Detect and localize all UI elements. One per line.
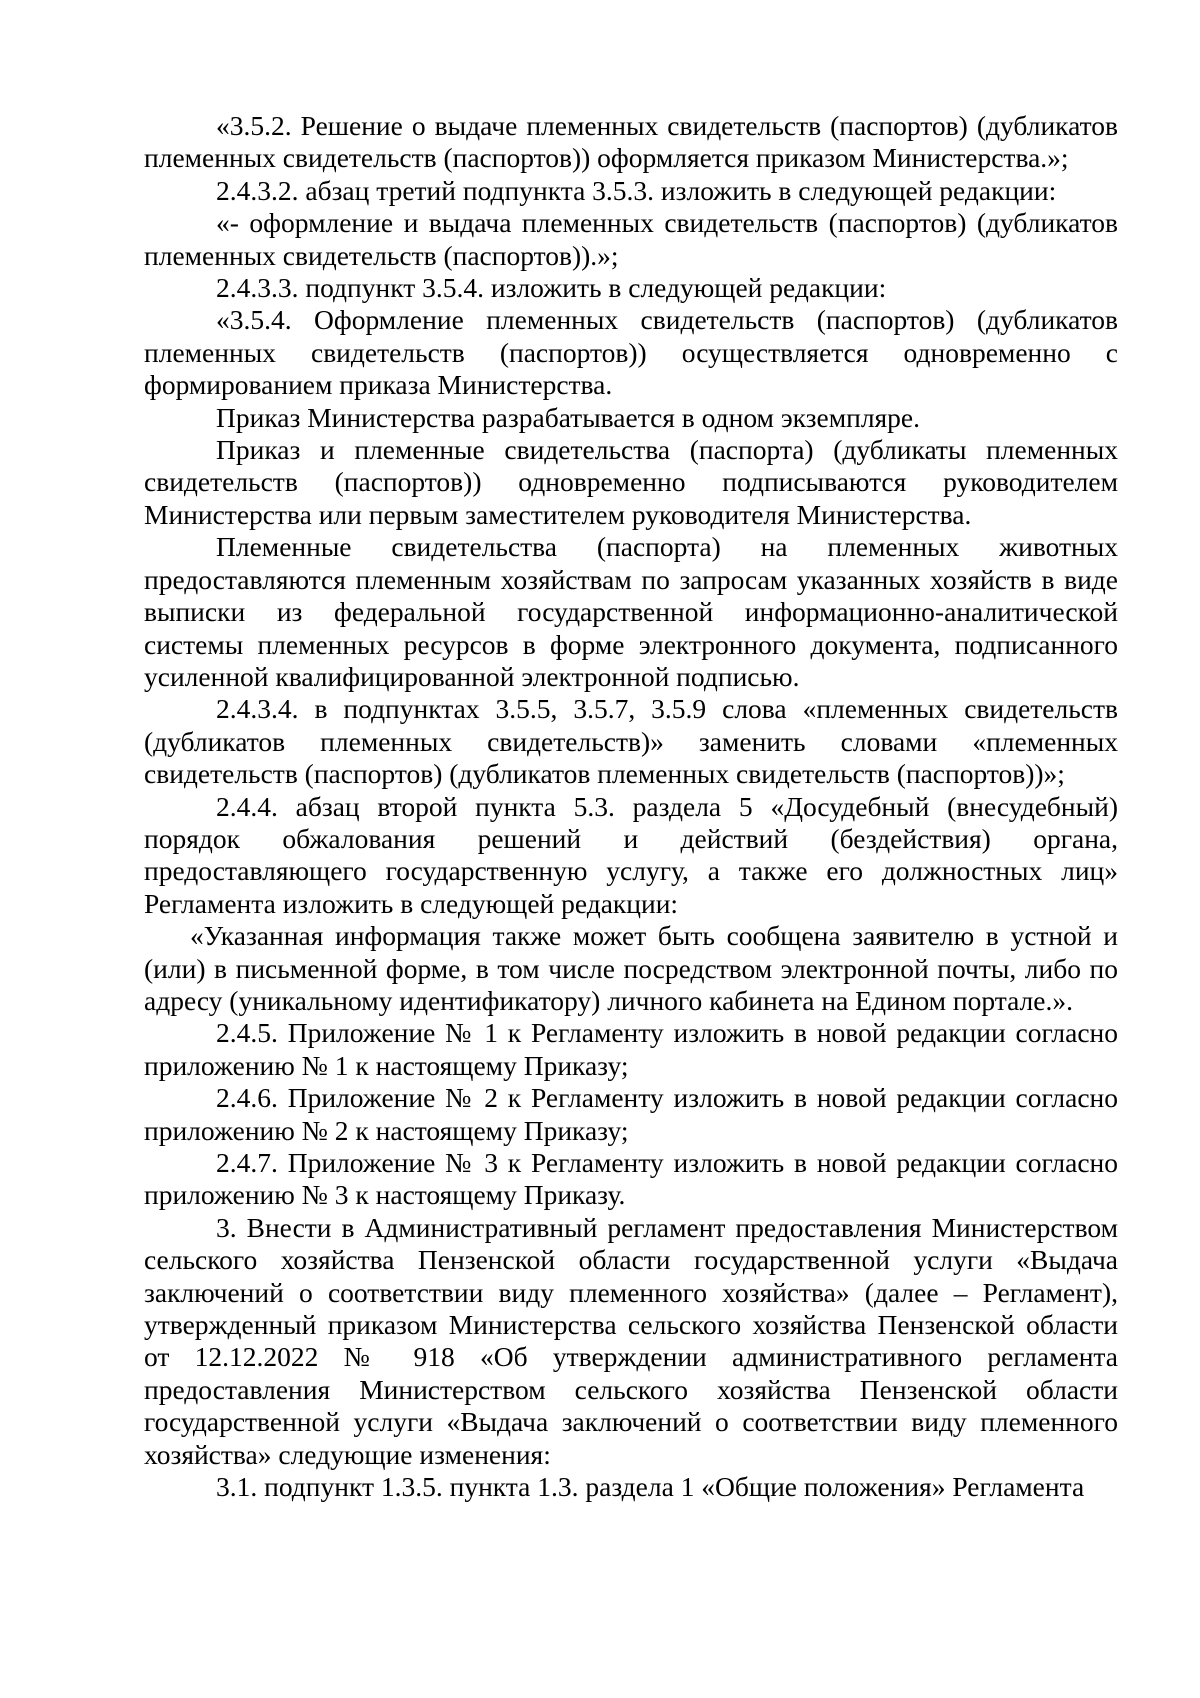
paragraph: 2.4.7. Приложение № 3 к Регламенту изложить в новой редакции согласно приложению № 3 к настоящему Приказу. bbox=[144, 1147, 1118, 1211]
paragraph: 2.4.3.4. в подпунктах 3.5.5, 3.5.7, 3.5.9 слова «племенных свидетельств (дубликатов племенных свидетельств)» заменить словами «племенных свидетельств (паспортов) (дубликатов племенных свидетельств (паспортов))»; bbox=[144, 693, 1118, 790]
paragraph: «Указанная информация также может быть сообщена заявителю в устной и (или) в письменной форме, в том числе посредством электронной почты, либо по адресу (уникальному идентификатору) личного кабинета на Едином портале.». bbox=[144, 920, 1118, 1016]
paragraph: 2.4.6. Приложение № 2 к Регламенту изложить в новой редакции согласно приложению № 2 к настоящему Приказу; bbox=[144, 1082, 1118, 1146]
paragraph: 2.4.4. абзац второй пункта 5.3. раздела 5 «Досудебный (внесудебный) порядок обжалования решений и действий (бездействия) органа, предоставляющего государственную услугу, а также его должностных лиц» Регламента изложить в следующей редакции: bbox=[144, 790, 1118, 919]
paragraph: 2.4.3.3. подпункт 3.5.4. изложить в следующей редакции: bbox=[216, 272, 887, 304]
paragraph: «3.5.2. Решение о выдаче племенных свидетельств (паспортов) (дубликатов племенных свидетельств (паспортов)) оформляется приказом Министерства.»; bbox=[144, 110, 1118, 174]
paragraph: «3.5.4. Оформление племенных свидетельств (паспортов) (дубликатов племенных свидетельств (паспортов)) осуществляется одновременно с формированием приказа Министерства. bbox=[144, 304, 1118, 401]
paragraph: Племенные свидетельства (паспорта) на племенных животных предоставляются племенным хозяйствам по запросам указанных хозяйств в виде выписки из федеральной государственной информационно-аналитической системы племенных ресурсов в форме электронного документа, подписанного усиленной квалифицированной электронной подписью. bbox=[144, 531, 1118, 692]
paragraph: «- оформление и выдача племенных свидетельств (паспортов) (дубликатов племенных свидетельств (паспортов)).»; bbox=[144, 207, 1118, 271]
paragraph: 2.4.3.2. абзац третий подпункта 3.5.3. изложить в следующей редакции: bbox=[216, 174, 1057, 206]
paragraph: 3.1. подпункт 1.3.5. пункта 1.3. раздела 1 «Общие положения» Регламента bbox=[216, 1471, 1085, 1503]
paragraph: 3. Внести в Административный регламент предоставления Министерством сельского хозяйства Пензенской области государственной услуги «Выдача заключений о соответствии виду племенного хозяйства» (далее – Регламент), утвержденный приказом Министерства сельского хозяйства Пензенской области от 12.12.2022 № 918 «Об утверждении административного регламента предоставления Министерством сельского хозяйства Пензенской области государственной услуги «Выдача заключений о соответствии виду племенного хозяйства» следующие изменения: bbox=[144, 1211, 1118, 1470]
paragraph: Приказ и племенные свидетельства (паспорта) (дубликаты племенных свидетельств (паспортов)) одновременно подписываются руководителем Министерства или первым заместителем руководителя Министерства. bbox=[144, 434, 1118, 530]
paragraph: Приказ Министерства разрабатывается в одном экземпляре. bbox=[216, 401, 921, 433]
document-body bbox=[144, 110, 1118, 1503]
paragraph: 2.4.5. Приложение № 1 к Регламенту изложить в новой редакции согласно приложению № 1 к настоящему Приказу; bbox=[144, 1017, 1118, 1081]
